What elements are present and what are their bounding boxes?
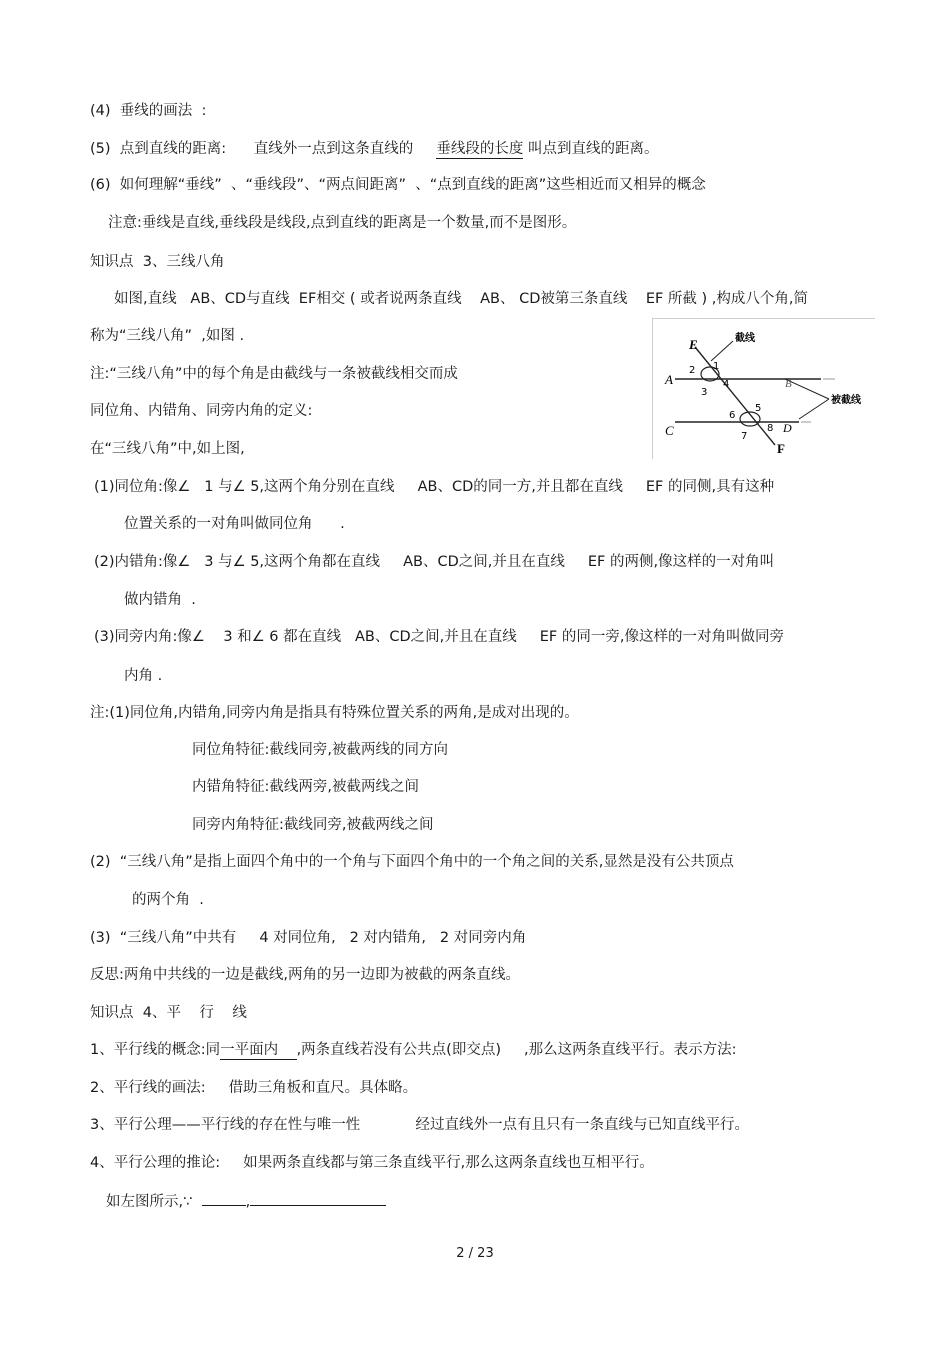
text-line: (2) “三线八角”是指上面四个角中的一个角与下面四个角中的一个角之间的关系,显然是没有公共顶点 xyxy=(90,854,734,870)
text-line: (6) 如何理解“垂线” 、“垂线段”、“两点间距离” 、“点到直线的距离”这些相近而又相异的概念 xyxy=(90,177,706,193)
text-line: 称为“三线八角” ,如图 . xyxy=(90,328,245,344)
note-line: 注意:垂线是直线,垂线段是线段,点到直线的距离是一个数量,而不是图形。 xyxy=(108,215,577,231)
note-line: 注:(1)同位角,内错角,同旁内角是指具有特殊位置关系的两角,是成对出现的。 xyxy=(90,705,579,721)
section-heading: 知识点 4、平 行 线 xyxy=(90,1005,247,1021)
text-line: (2)内错角:像∠ 3 与∠ 5,这两个角都在直线 AB、CD之间,并且在直线 EF 的两侧,像这样的一对角叫 xyxy=(94,554,775,570)
text-line: 位置关系的一对角叫做同位角 . xyxy=(124,516,345,532)
label-e: E xyxy=(689,337,698,352)
angle-label-2: 2 xyxy=(689,365,696,376)
angle-label-1: 1 xyxy=(713,361,720,372)
text-segment: (5) 点到直线的距离: 直线外一点到这条直线的 xyxy=(90,141,437,157)
text-segment: 如左图所示,∵ xyxy=(106,1194,202,1210)
text-segment: 1、平行线的概念:同 xyxy=(90,1042,221,1058)
feature-line: 同位角特征:截线同旁,被截两线的同方向 xyxy=(192,742,448,758)
angle-label-4: 4 xyxy=(723,379,730,390)
text-line: (4) 垂线的画法 : xyxy=(90,103,207,119)
feature-line: 同旁内角特征:截线同旁,被截两线之间 xyxy=(192,817,434,833)
text-line: 做内错角 . xyxy=(124,592,196,608)
text-line: (3) “三线八角”中共有 4 对同位角, 2 对内错角, 2 对同旁内角 xyxy=(90,930,527,946)
pointer-cd xyxy=(799,399,829,419)
angle-label-3: 3 xyxy=(701,387,708,398)
text-segment: , xyxy=(245,1194,251,1210)
note-line: 注:“三线八角”中的每个角是由截线与一条被截线相交而成 xyxy=(90,366,458,382)
pointer-jiexian xyxy=(711,341,733,361)
figure-drawing xyxy=(653,319,875,459)
text-line: (1)同位角:像∠ 1 与∠ 5,这两个角分别在直线 AB、CD的同一方,并且都在直线 EF 的同侧,具有这种 xyxy=(94,479,775,495)
label-f: F xyxy=(777,441,785,456)
label-jiexian: 截线 xyxy=(735,333,755,344)
label-d: D xyxy=(783,421,792,435)
angle-label-5: 5 xyxy=(755,403,762,414)
text-line: 如图,直线 AB、CD与直线 EF相交 ( 或者说两条直线 AB、 CD被第三条直线 EF 所截 ) ,构成八个角,简 xyxy=(114,291,809,307)
text-line: 4、平行公理的推论: 如果两条直线都与第三条直线平行,那么这两条直线也互相平行。 xyxy=(90,1155,654,1171)
text-segment: ,两条直线若没有公共点(即交点) ,那么这两条直线平行。表示方法: xyxy=(296,1042,737,1058)
fill-blank xyxy=(250,1191,386,1206)
underlined-answer: 垂线段的长度 xyxy=(436,141,524,157)
label-beijiexian: 被截线 xyxy=(831,395,861,406)
label-b: B xyxy=(785,378,792,390)
fill-blank xyxy=(202,1191,246,1206)
text-line: 2、平行线的画法: 借助三角板和直尺。具体略。 xyxy=(90,1080,418,1096)
text-line: 内角 . xyxy=(124,668,163,684)
text-line xyxy=(90,140,658,158)
underlined-answer: 一平面内 xyxy=(220,1042,297,1058)
text-line xyxy=(106,1191,386,1211)
text-line: 3、平行公理——平行线的存在性与唯一性 经过直线外一点有且只有一条直线与已知直线平行。 xyxy=(90,1117,750,1133)
text-line: 在“三线八角”中,如上图, xyxy=(90,441,245,457)
text-line: 同位角、内错角、同旁内角的定义: xyxy=(90,403,313,419)
page-number: 2 / 23 xyxy=(456,1246,494,1261)
angle-label-7: 7 xyxy=(741,431,748,442)
angle-label-8: 8 xyxy=(767,423,774,434)
feature-line: 内错角特征:截线两旁,被截两线之间 xyxy=(192,779,419,795)
text-line xyxy=(90,1041,737,1059)
text-segment: 叫点到直线的距离。 xyxy=(523,141,659,157)
label-a: A xyxy=(665,372,673,387)
three-lines-eight-angles-figure xyxy=(652,318,875,459)
text-line: 的两个角 . xyxy=(132,892,204,908)
section-heading: 知识点 3、三线八角 xyxy=(90,254,225,270)
angle-label-6: 6 xyxy=(729,410,736,421)
text-line: (3)同旁内角:像∠ 3 和∠ 6 都在直线 AB、CD之间,并且在直线 EF 的同一旁,像这样的一对角叫做同旁 xyxy=(94,629,784,645)
label-c: C xyxy=(665,423,674,438)
text-line: 反思:两角中共线的一边是截线,两角的另一边即为被截的两条直线。 xyxy=(90,967,520,983)
